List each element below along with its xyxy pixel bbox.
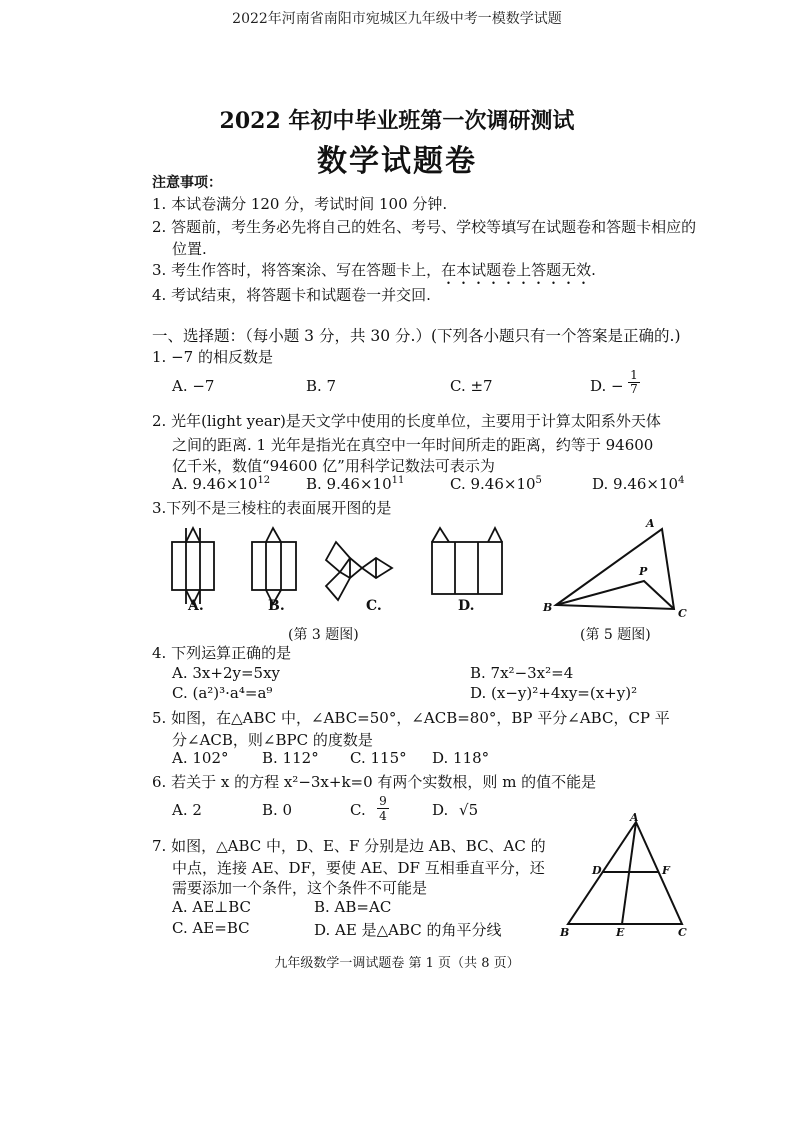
q5-option-b: B. 112° bbox=[262, 749, 319, 767]
notes-heading: 注意事项： bbox=[152, 175, 222, 191]
q3-label-a: A. bbox=[188, 598, 204, 614]
q3-figure-d bbox=[432, 528, 502, 594]
q2-d-base: D. 9.46×10 bbox=[592, 475, 679, 493]
q5-option-a: A. 102° bbox=[172, 749, 229, 767]
q6-c-numerator: 9 bbox=[377, 794, 389, 809]
q1-d-numerator: 1 bbox=[628, 369, 640, 383]
fig5-triangle-abc bbox=[556, 529, 674, 609]
q2-option-b bbox=[306, 475, 404, 493]
q6-d-label: D. bbox=[432, 801, 449, 819]
q6-option-b: B. 0 bbox=[262, 801, 293, 819]
page-header: 2022年河南省南阳市宛城区九年级中考一模数学试题 bbox=[232, 11, 562, 27]
q4-option-a: A. 3x+2y=5xy bbox=[172, 664, 281, 682]
q2-b-base: B. 9.46×10 bbox=[306, 475, 392, 493]
section-1-heading: 一、选择题：（每小题 3 分，共 30 分.）(下列各小题只有一个答案是正确的.) bbox=[152, 327, 681, 345]
fig5-label-p: P bbox=[639, 565, 648, 578]
q5-line-1: 5. 如图，在△ABC 中，∠ABC=50°，∠ACB=80°，BP 平分∠ABC，CP 平 bbox=[152, 709, 670, 727]
q7-line-2: 中点，连接 AE、DF，要使 AE、DF 互相垂直平分，还 bbox=[172, 859, 545, 877]
q7-option-c: C. AE=BC bbox=[172, 919, 250, 937]
q4-option-d: D. (x−y)²+4xy=(x+y)² bbox=[470, 684, 638, 702]
q2-d-exp: 4 bbox=[678, 475, 685, 486]
q1-option-a: A. −7 bbox=[172, 377, 215, 395]
q7-option-d: D. AE 是△ABC 的角平分线 bbox=[314, 921, 502, 939]
q2-c-exp: 5 bbox=[535, 475, 542, 486]
q2-option-c bbox=[450, 475, 542, 493]
q1-option-b: B. 7 bbox=[306, 377, 337, 395]
fig5-caption: (第 5 题图) bbox=[580, 627, 651, 643]
fig5-label-c: C bbox=[678, 607, 687, 620]
q3-stem: 3.下列不是三棱柱的表面展开图的是 bbox=[152, 499, 392, 517]
q6-option-a: A. 2 bbox=[172, 801, 202, 819]
q2-line-1: 2. 光年(light year)是天文学中使用的长度单位，主要用于计算太阳系外天体 bbox=[152, 412, 661, 430]
note-4: 4. 考试结束，将答题卡和试题卷一并交回. bbox=[152, 286, 431, 304]
fig7-label-f: F bbox=[662, 864, 670, 877]
note-3-text: 3. 考生作答时，将答案涂、写在答题卡上， bbox=[152, 261, 442, 279]
exam-title-line1: 2022 年初中毕业班第一次调研测试 bbox=[219, 108, 575, 134]
q6-option-d bbox=[432, 801, 478, 819]
fig5-triangle bbox=[538, 515, 698, 620]
q1-stem: 1. −7 的相反数是 bbox=[152, 348, 273, 366]
q5-option-d: D. 118° bbox=[432, 749, 490, 767]
exam-title-line2: 数学试题卷 bbox=[317, 144, 477, 179]
q3-caption: (第 3 题图) bbox=[288, 627, 359, 643]
note-2a: 2. 答题前，考生务必先将自己的姓名、考号、学校等填写在试题卷和答题卡相应的 bbox=[152, 218, 697, 236]
note-3-emphasis: 在本试题卷上答题无效 bbox=[441, 261, 592, 279]
note-2b: 位置. bbox=[172, 240, 207, 258]
q1-option-d: D. − bbox=[590, 377, 624, 395]
q1-d-fraction bbox=[628, 369, 640, 396]
q1-option-c: C. ±7 bbox=[450, 377, 493, 395]
q3-figure-c bbox=[326, 542, 392, 600]
q6-d-root: √5 bbox=[459, 801, 479, 819]
q2-line-2: 之间的距离. 1 光年是指光在真空中一年时间所走的距离，约等于 94600 bbox=[172, 436, 654, 454]
fig7-label-b: B bbox=[560, 926, 570, 939]
q3-label-d: D. bbox=[458, 598, 475, 614]
fig7-label-c: C bbox=[678, 926, 687, 939]
fig7-label-e: E bbox=[616, 926, 625, 939]
q6-option-c: C. bbox=[350, 801, 366, 819]
q4-stem: 4. 下列运算正确的是 bbox=[152, 644, 292, 662]
q7-option-a: A. AE⊥BC bbox=[172, 898, 252, 916]
q5-line-2: 分∠ACB，则∠BPC 的度数是 bbox=[172, 731, 373, 749]
q6-stem: 6. 若关于 x 的方程 x²−3x+k=0 有两个实数根，则 m 的值不能是 bbox=[152, 773, 597, 791]
q2-c-base: C. 9.46×10 bbox=[450, 475, 536, 493]
q4-option-b: B. 7x²−3x²=4 bbox=[470, 664, 574, 682]
q3-label-b: B. bbox=[268, 598, 285, 614]
q2-line-3: 亿千米，数值“94600 亿”用科学记数法可表示为 bbox=[172, 457, 495, 475]
q3-label-c: C. bbox=[366, 598, 382, 614]
fig7-triangle bbox=[558, 812, 698, 940]
q2-a-exp: 12 bbox=[257, 475, 271, 486]
q2-option-d bbox=[592, 475, 684, 493]
q5-option-c: C. 115° bbox=[350, 749, 407, 767]
q2-a-base: A. 9.46×10 bbox=[172, 475, 258, 493]
q1-d-denominator: 7 bbox=[630, 382, 638, 396]
q7-line-3: 需要添加一个条件，这个条件不可能是 bbox=[172, 879, 428, 897]
fig7-label-d: D bbox=[592, 864, 602, 877]
q3-figure-a bbox=[172, 528, 214, 604]
q2-option-a bbox=[172, 475, 270, 493]
q3-figure-b bbox=[252, 528, 296, 604]
q7-option-b: B. AB=AC bbox=[314, 898, 392, 916]
q7-line-1: 7. 如图，△ABC 中，D、E、F 分别是边 AB、BC、AC 的 bbox=[152, 837, 546, 855]
q6-c-denominator: 4 bbox=[379, 809, 387, 823]
page-footer: 九年级数学一调试题卷 第 1 页（共 8 页） bbox=[274, 956, 520, 971]
q4-option-c: C. (a²)³·a⁴=a⁹ bbox=[172, 684, 273, 702]
note-3-period: . bbox=[591, 261, 596, 279]
q2-b-exp: 11 bbox=[391, 475, 405, 486]
q6-c-fraction bbox=[377, 794, 389, 823]
fig5-label-a: A bbox=[646, 517, 655, 530]
note-1: 1. 本试卷满分 120 分，考试时间 100 分钟. bbox=[152, 195, 448, 213]
fig5-label-b: B bbox=[543, 601, 553, 614]
fig7-label-a: A bbox=[630, 812, 639, 824]
